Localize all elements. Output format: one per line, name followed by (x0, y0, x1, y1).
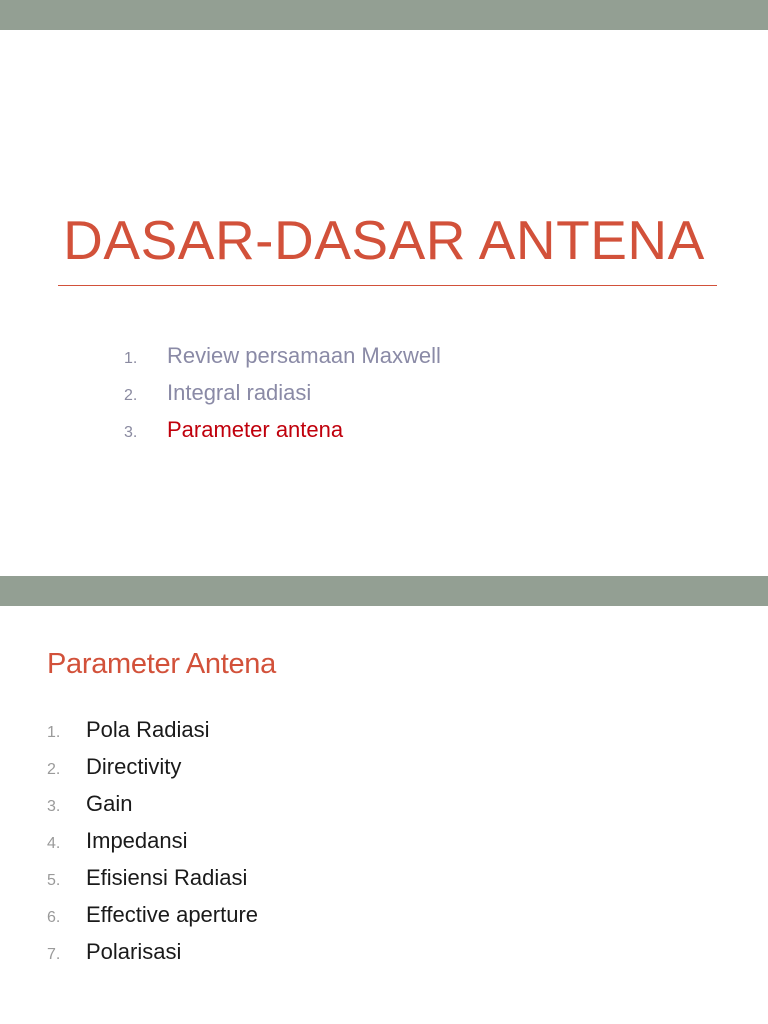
list-item (47, 859, 258, 896)
list-item (47, 896, 258, 933)
slide2-top-bar (0, 576, 768, 606)
slide1-top-bar (0, 0, 768, 30)
agenda-item-number: 1. (124, 350, 138, 367)
list-item (47, 933, 258, 970)
agenda-item-number: 3. (124, 424, 138, 441)
parameter-list (47, 711, 258, 970)
list-item-number: 3. (47, 798, 61, 815)
agenda-item-label: Parameter antena (167, 417, 344, 442)
list-item-number: 1. (47, 724, 61, 741)
agenda-item (124, 337, 441, 374)
agenda-item (124, 374, 441, 411)
title-underline (58, 285, 717, 286)
list-item-number: 6. (47, 909, 61, 926)
list-item-label: Gain (86, 791, 133, 816)
agenda-item-label: Integral radiasi (167, 380, 312, 405)
list-item-label: Impedansi (86, 828, 188, 853)
list-item-number: 7. (47, 946, 61, 963)
agenda-item-label: Review persamaan Maxwell (167, 343, 441, 368)
agenda-item-number: 2. (124, 387, 138, 404)
slide2-title: Parameter Antena (47, 648, 276, 680)
list-item-label: Effective aperture (86, 902, 259, 927)
list-item (47, 785, 258, 822)
list-item (47, 822, 258, 859)
agenda-list (124, 337, 441, 448)
list-item-label: Pola Radiasi (86, 717, 210, 742)
list-item-label: Efisiensi Radiasi (86, 865, 248, 890)
list-item-number: 5. (47, 872, 61, 889)
list-item-label: Directivity (86, 754, 182, 779)
list-item-number: 4. (47, 835, 61, 852)
list-item (47, 748, 258, 785)
slide1-title: DASAR-DASAR ANTENA (63, 209, 705, 271)
agenda-item-active (124, 411, 441, 448)
list-item-label: Polarisasi (86, 939, 182, 964)
list-item (47, 711, 258, 748)
list-item-number: 2. (47, 761, 61, 778)
